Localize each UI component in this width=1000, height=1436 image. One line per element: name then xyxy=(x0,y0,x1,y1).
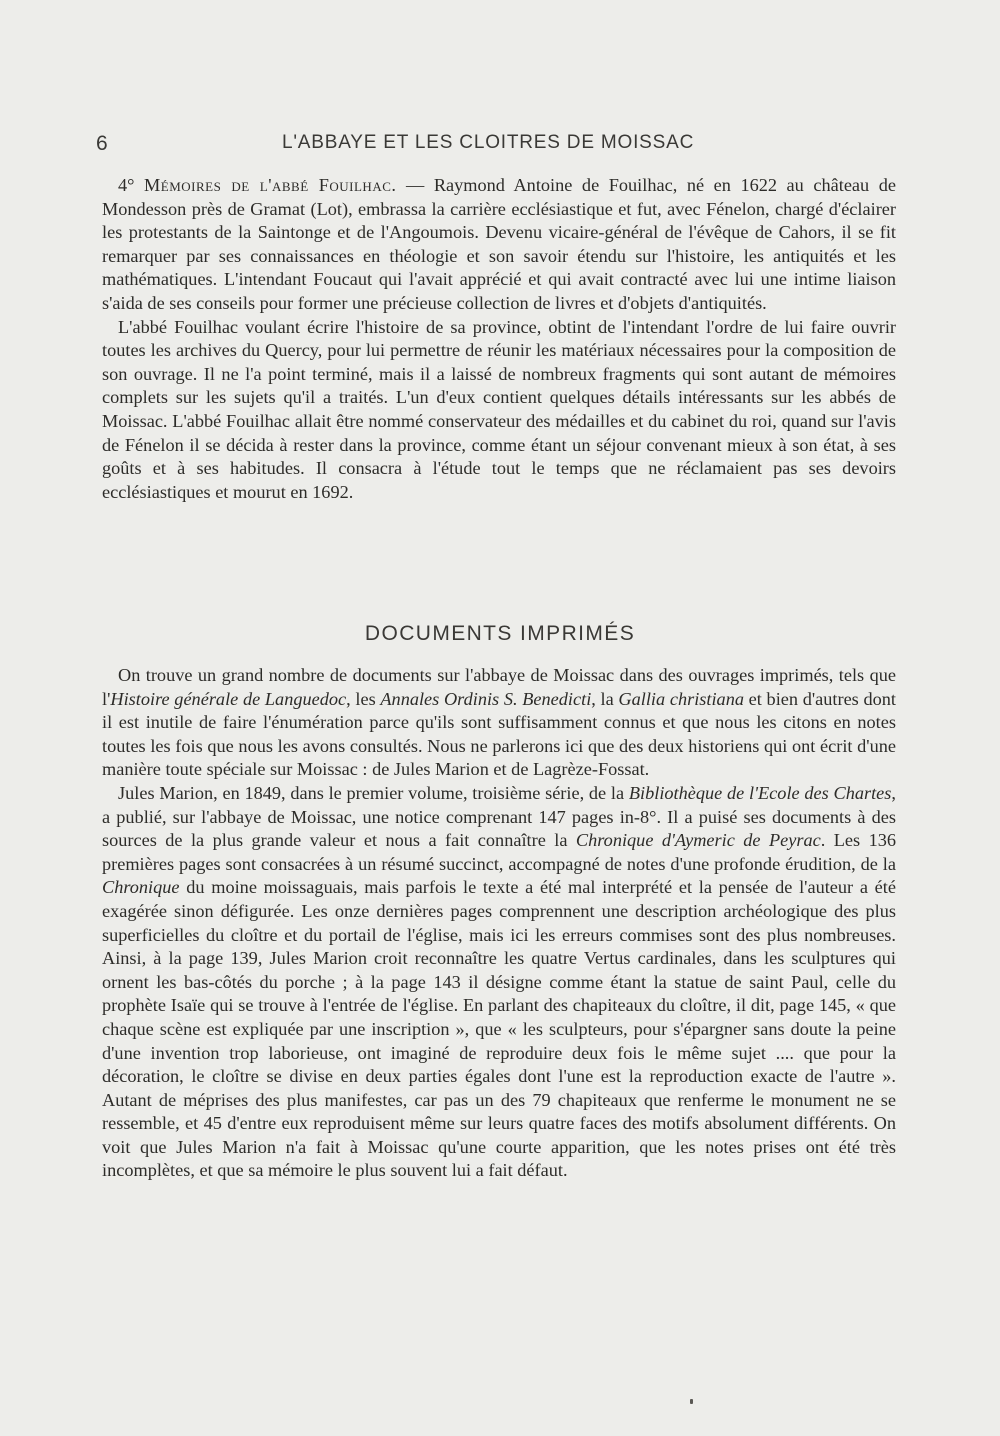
page-number: 6 xyxy=(96,132,108,155)
text-run: . Les 136 premières pages sont consacrées à un résumé succinct, accompagné de notes d'une profonde érudition, de la xyxy=(102,830,897,874)
text-run: et bien d'autres dont il est inutile de faire l'énumération parce qu'ils sont suffisamment connus et que nous les citons en notes toutes les fois que nous les avons consultés. Nous ne parlerons ici que des deux historiens qui ont écrit d'une manière toute spéciale sur Moissac : de Jules Marion et de Lagrèze-Fossat. xyxy=(102,688,896,780)
italic-title: Chronique d'Aymeric de Peyrac xyxy=(575,830,821,851)
running-title: L'ABBAYE ET LES CLOITRES DE MOISSAC xyxy=(282,132,695,153)
item-title: Mémoires de l'abbé Fouilhac. xyxy=(144,175,397,195)
italic-title: Histoire générale de Languedoc xyxy=(110,688,347,709)
text-run: , a publié, sur l'abbaye de Moissac, une notice comprenant 147 pages in-8°. Il a puisé ses documents à des sources de la plus grande valeur et nous a fait connaître la xyxy=(102,782,896,851)
italic-title: Chronique xyxy=(102,877,180,898)
text-run: Jules Marion, en 1849, dans le premier volume, troisième série, de la xyxy=(118,782,629,803)
documents-section xyxy=(102,664,896,1183)
item-number: 4° xyxy=(118,175,135,195)
paragraph: L'abbé Fouilhac voulant écrire l'histoire de sa province, obtint de l'intendant l'ordre de lui faire ouvrir toutes les archives du Quercy, pour lui permettre de réunir les matériaux nécessaires pour la composition de son ouvrage. Il ne l'a point terminé, mais il a laissé de nombreux fragments qui sont autant de mémoires complets sur les sujets qu'il a traités. L'un d'eux contient quelques détails intéressants sur les abbés de Moissac. L'abbé Fouilhac allait être nommé conservateur des médailles et du cabinet du roi, quand sur l'avis de Fénelon il se décida à rester dans la province, comme étant un séjour convenant mieux à son état, à ses goûts et à ses habitudes. Il consacra à l'étude tout le temps que ne réclamaient pas ses devoirs ecclésiastiques et mourut en 1692. xyxy=(102,316,896,502)
text-run: On trouve un grand nombre de documents sur l'abbaye de Moissac dans des ouvrages imprimés, tels que l' xyxy=(102,665,896,709)
paragraph-text: — Raymond Antoine de Fouilhac, né en 1622 au château de Mondesson près de Gramat (Lot), embrassa la carrière ecclésiastique et fut, avec Fénelon, chargé d'éclairer les protestants de la Saintonge et de l'Angoumois. Devenu vicaire-général de l'évêque de Cahors, il se fit remarquer par ses connaissances en théologie et son savoir étendu sur l'histoire, les antiquités et les mathématiques. L'intendant Foucaut qui l'avait apprécié et qui avait contracté avec lui une intime liaison s'aida de ses conseils pour former une précieuse collection de livres et d'objets d'antiquités. xyxy=(102,175,896,313)
italic-title: Bibliothèque de l'Ecole des Chartes xyxy=(628,782,892,803)
fouilhac-section xyxy=(102,174,896,504)
paragraph xyxy=(102,174,896,316)
text-run: du moine moissaguais, mais parfois le texte a été mal interprété et la pensée de l'auteur a été exagérée sinon défigurée. Les onze dernières pages comprennent une description archéologique des plus superficielles du cloître et du portail de l'église, mais ici les erreurs commises sont des plus nombreuses. Ainsi, à la page 139, Jules Marion croit reconnaître les quatre Vertus cardinales, dans les sculptures qui ornent les bas-côtés du porche ; à la page 143 il désigne comme étant la statue de saint Paul, celle du prophète Isaïe qui se trouve à l'entrée de l'église. En parlant des chapiteaux du cloître, il dit, page 145, « que chaque scène est expliquée par une inscription », que « les sculpteurs, pour s'épargner sans doute la peine d'une invention trop laborieuse, ont imaginé de reproduire deux fois le même sujet .... que pour la décoration, le cloître se divise en deux parties égales dont l'une est la reproduction exacte de l'autre ». Autant de méprises des plus manifestes, car pas un des 79 chapiteaux que renferme le monument ne se ressemble, et 45 d'entre eux reproduisent même sur leurs quatre faces des motifs absolument différents. On voit que Jules Marion n'a fait à Moissac qu'une courte apparition, que les notes prises ont été très incomplètes, et que sa mémoire le plus souvent lui a fait défaut. xyxy=(102,877,896,1181)
italic-title: Annales Ordinis S. Benedicti xyxy=(380,688,592,709)
ink-speck xyxy=(690,1399,693,1404)
paragraph xyxy=(102,782,896,1183)
paragraph xyxy=(102,664,896,782)
running-head xyxy=(0,130,1000,160)
italic-title: Gallia christiana xyxy=(618,688,744,709)
section-heading: DOCUMENTS IMPRIMÉS xyxy=(364,622,636,645)
text-run: , la xyxy=(591,688,619,709)
text-run: , les xyxy=(346,688,381,709)
